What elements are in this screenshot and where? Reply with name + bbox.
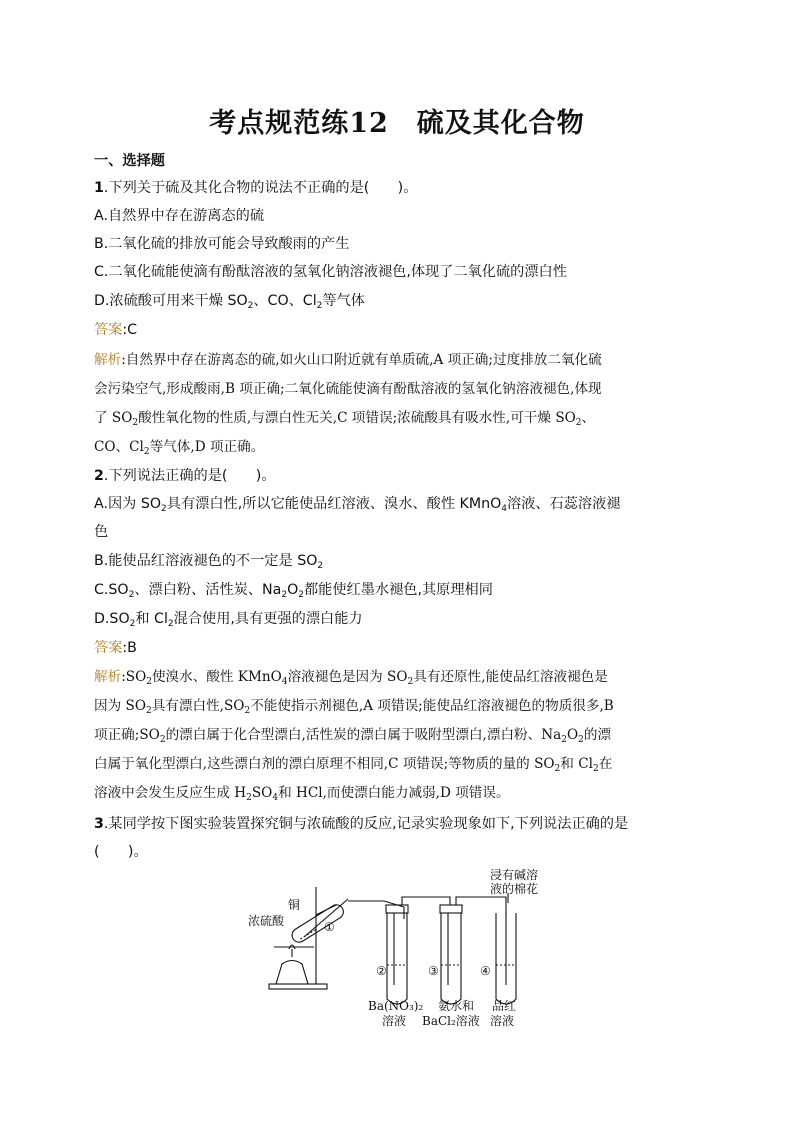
q2-answer: [94, 638, 137, 658]
subscript: 2: [145, 706, 152, 716]
alcohol-lamp: [276, 961, 308, 985]
q1-explanation-line: 会污染空气,形成酸雨,B 项正确;二氧化硫能使滴有酚酞溶液的氢氧化钠溶液褪色,体现: [94, 381, 602, 397]
subscript: 2: [128, 590, 135, 600]
text: 等气体,D 项正确。: [149, 439, 265, 455]
text: 混合使用,具有更强的漂白能力: [173, 611, 363, 627]
label-cotton-line1: 浸有碱溶: [490, 868, 539, 882]
label-cotton-line2: 液的棉花: [490, 882, 539, 896]
label-circle-4: ④: [480, 964, 491, 978]
page-title: 考点规范练12 硫及其化合物: [209, 108, 585, 139]
q1-option-d: [94, 291, 365, 311]
stem-text: .下列关于硫及其化合物的说法不正确的是( )。: [103, 180, 418, 196]
text: 溶液、石蕊溶液褪: [506, 496, 621, 512]
stem-text: .下列说法正确的是( )。: [103, 468, 276, 484]
subscript: 2: [316, 301, 323, 311]
label-circle-1: ①: [324, 920, 335, 934]
answer-value: :B: [122, 640, 137, 656]
stand-base: [269, 984, 327, 989]
question-1-stem: [94, 178, 417, 198]
q2-explanation-line: [94, 696, 614, 716]
subscript: 2: [143, 447, 150, 457]
stopper-3: [440, 905, 462, 913]
text: CO、Cl: [94, 439, 144, 455]
subscript: 2: [578, 735, 584, 745]
label-copper: 铜: [288, 898, 301, 912]
stopper-2: [386, 905, 408, 913]
q1-explanation-line: [94, 350, 602, 370]
text: 和 HCl,而使漂白能力减弱,D 项错误。: [278, 785, 510, 801]
text: 具有漂白性,所以它能使品红溶液、溴水、酸性 KMnO: [166, 496, 502, 512]
text: 溶液褪色是因为 SO: [287, 669, 408, 685]
label-tube3-line1: 氨水和: [438, 999, 475, 1013]
text: O: [287, 582, 299, 598]
q2-explanation-line: [94, 667, 608, 687]
subscript: 2: [146, 677, 152, 687]
subscript: 2: [298, 590, 304, 600]
answer-label: 答案: [94, 640, 123, 656]
question-number: 3: [94, 816, 104, 832]
subscript: 2: [281, 590, 288, 600]
text: 因为 SO: [94, 698, 146, 714]
subscript: 2: [247, 301, 254, 311]
text: 、漂白粉、活性炭、Na: [134, 582, 282, 598]
label-circle-3: ③: [428, 964, 439, 978]
question-3-stem: [94, 814, 628, 834]
text: 具有漂白性,SO: [151, 698, 245, 714]
label-tube2-line1: Ba(NO₃)₂: [368, 999, 424, 1013]
q2-option-d: [94, 609, 363, 629]
question-number: 2: [94, 468, 104, 484]
subscript: 2: [592, 764, 599, 774]
text: 不能使指示剂褪色,A 项错误;能使品红溶液褪色的物质很多,B: [250, 698, 614, 714]
label-tube2-line2: 溶液: [382, 1014, 407, 1028]
subscript: 2: [407, 677, 414, 687]
q2-option-b: [94, 551, 323, 571]
q2-explanation-line: [94, 754, 612, 774]
text: 的漂白属于化合型漂白,活性炭的漂白属于吸附型漂白,漂白粉、Na: [165, 727, 562, 743]
label-tube4-line2: 溶液: [490, 1014, 515, 1028]
text: 的漂: [583, 727, 612, 743]
subscript: 2: [554, 764, 561, 774]
text: 白属于氧化型漂白,这些漂白剂的漂白原理不相同,C 项错误;等物质的量的 SO: [94, 756, 555, 772]
subscript: 2: [159, 735, 166, 745]
subscript: 2: [167, 619, 174, 629]
explanation-label: 解析: [94, 352, 122, 368]
question-3-stem-continued: ( )。: [94, 844, 148, 860]
answer-label: 答案: [94, 322, 123, 338]
label-acid: 浓硫酸: [248, 914, 285, 928]
test-tube-2: [387, 913, 407, 1004]
text: A.因为 SO: [94, 496, 162, 512]
text: 、CO、Cl: [253, 293, 317, 309]
q1-explanation-line: [94, 408, 595, 428]
text: D.SO: [94, 611, 130, 627]
stem-text: .某同学按下图实验装置探究铜与浓硫酸的反应,记录实验现象如下,下列说法正确的是: [103, 816, 629, 832]
q1-option-c: C.二氧化硫能使滴有酚酞溶液的氢氧化钠溶液褪色,体现了二氧化硫的漂白性: [94, 264, 567, 280]
q2-option-c: [94, 580, 493, 600]
label-tube3-line2: BaCl₂溶液: [422, 1014, 480, 1028]
delivery-tube-2: [402, 897, 450, 905]
subscript: 2: [129, 619, 136, 629]
subscript: 2: [246, 793, 252, 803]
question-number: 1: [94, 180, 104, 196]
text: 和 Cl: [135, 611, 168, 627]
text: 使溴水、酸性 KMnO: [151, 669, 282, 685]
delivery-tube-3: [456, 897, 506, 915]
label-tube4-line1: 品红: [492, 999, 517, 1013]
text: 都能使红墨水褪色,其原理相同: [303, 582, 493, 598]
q1-answer: [94, 320, 137, 340]
text: 溶液中会发生反应生成 H: [94, 785, 247, 801]
text: SO: [251, 785, 273, 801]
section-heading: 一、选择题: [94, 153, 165, 169]
text: 了 SO: [94, 410, 133, 426]
q2-explanation-line: [94, 783, 510, 803]
explanation-label: 解析: [94, 669, 122, 685]
q1-option-b: B.二氧化硫的排放可能会导致酸雨的产生: [94, 236, 350, 252]
text: 和 Cl: [560, 756, 593, 772]
q2-option-a-continued: 色: [94, 524, 109, 540]
text: 、: [581, 410, 596, 426]
text: O: [566, 727, 579, 743]
apparatus-diagram: [244, 867, 544, 1032]
text: B.能使品红溶液褪色的不一定是 SO: [94, 553, 318, 569]
text: D.浓硫酸可用来干燥 SO: [94, 293, 248, 309]
question-2-stem: [94, 466, 276, 486]
subscript: 2: [561, 735, 567, 745]
text: :自然界中存在游离态的硫,如火山口附近就有单质硫,A 项正确;过度排放二氧化硫: [121, 352, 602, 368]
text: 等气体: [322, 293, 365, 309]
text: :SO: [121, 669, 147, 685]
subscript: 4: [272, 793, 279, 803]
subscript: 4: [501, 504, 507, 514]
subscript: 2: [161, 504, 167, 514]
q2-explanation-line: [94, 725, 611, 745]
subscript: 2: [244, 706, 251, 716]
text: 具有还原性,能使品红溶液褪色是: [413, 669, 608, 685]
text: C.SO: [94, 582, 129, 598]
q2-option-a: [94, 494, 621, 514]
subscript: 4: [281, 677, 288, 687]
test-tube-3: [441, 913, 461, 1004]
text: 项正确;SO: [94, 727, 160, 743]
delivery-tube-1: [348, 901, 404, 907]
text: 酸性氧化物的性质,与漂白性无关,C 项错误;浓硫酸具有吸水性,可干燥 SO: [138, 410, 576, 426]
text: 在: [598, 756, 613, 772]
subscript: 2: [317, 561, 324, 571]
q1-explanation-line: [94, 437, 264, 457]
answer-value: :C: [122, 322, 138, 338]
q1-option-a: A.自然界中存在游离态的硫: [94, 208, 265, 224]
subscript: 2: [132, 418, 139, 428]
subscript: 2: [575, 418, 582, 428]
label-circle-2: ②: [376, 964, 387, 978]
